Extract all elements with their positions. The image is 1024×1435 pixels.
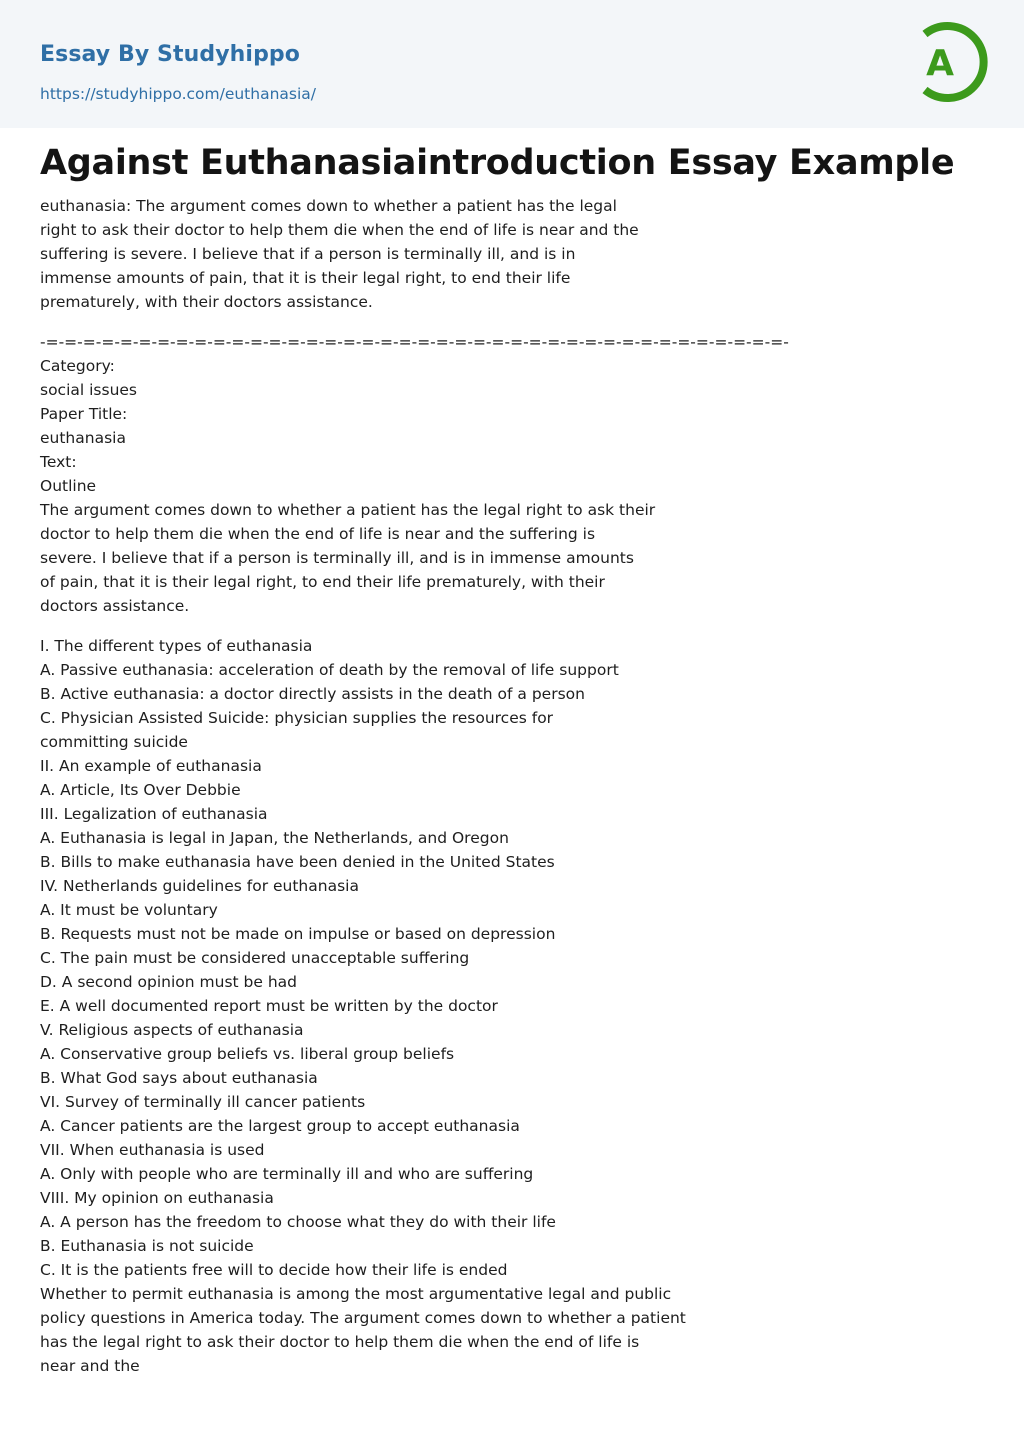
outline-item: C. Physician Assisted Suicide: physician supplies the resources for — [40, 709, 554, 727]
text-line: doctors assistance. — [40, 597, 190, 615]
outline-label: Outline — [40, 477, 97, 495]
paper-title-label: Paper Title: — [40, 405, 128, 423]
outline-item: D. A second opinion must be had — [40, 973, 297, 991]
outline-item: C. It is the patients free will to decide how their life is ended — [40, 1261, 508, 1279]
outline-item: A. Conservative group beliefs vs. liberal group beliefs — [40, 1045, 455, 1063]
outline-item: E. A well documented report must be written by the doctor — [40, 997, 498, 1015]
text-label: Text: — [40, 453, 77, 471]
text-line: near and the — [40, 1357, 140, 1375]
outline-item: I. The different types of euthanasia — [40, 637, 313, 655]
outline-item: VIII. My opinion on euthanasia — [40, 1189, 274, 1207]
text-line: of pain, that it is their legal right, to end their life prematurely, with their — [40, 573, 605, 591]
text-line: policy questions in America today. The argument comes down to whether a patient — [40, 1309, 686, 1327]
separator-line: -=-=-=-=-=-=-=-=-=-=-=-=-=-=-=-=-=-=-=-=-=-=-=-=-=-=-=-=-=-=-=-=-=-=-=-=-=-=-=-=- — [40, 333, 789, 351]
text-line: prematurely, with their doctors assistance. — [40, 293, 373, 311]
site-header — [0, 0, 1024, 128]
page-title: Against Euthanasiaintroduction Essay Example — [40, 143, 955, 183]
meta-section — [40, 330, 789, 618]
category-value: social issues — [40, 381, 138, 399]
outline-item: II. An example of euthanasia — [40, 757, 262, 775]
outline-item: A. It must be voluntary — [40, 901, 218, 919]
paragraph-gap — [40, 618, 730, 634]
outline-item: VII. When euthanasia is used — [40, 1141, 265, 1159]
logo-letter: A — [926, 43, 954, 84]
source-url-link[interactable]: https://studyhippo.com/euthanasia/ — [40, 85, 317, 103]
text-line: right to ask their doctor to help them die when the end of life is near and the — [40, 221, 639, 239]
text-line: severe. I believe that if a person is terminally ill, and is in immense amounts — [40, 549, 634, 567]
outline-item: VI. Survey of terminally ill cancer patients — [40, 1093, 366, 1111]
outline-item: A. Passive euthanasia: acceleration of death by the removal of life support — [40, 661, 619, 679]
outline-item: B. Requests must not be made on impulse or based on depression — [40, 925, 556, 943]
outline-item: A. A person has the freedom to choose what they do with their life — [40, 1213, 556, 1231]
studyhippo-logo-icon[interactable] — [912, 18, 988, 106]
outline-item: A. Euthanasia is legal in Japan, the Netherlands, and Oregon — [40, 829, 509, 847]
outline-item: C. The pain must be considered unacceptable suffering — [40, 949, 470, 967]
outline-section — [40, 634, 730, 1378]
text-line: The argument comes down to whether a patient has the legal right to ask their — [40, 501, 656, 519]
outline-item: IV. Netherlands guidelines for euthanasia — [40, 877, 359, 895]
outline-item: A. Cancer patients are the largest group to accept euthanasia — [40, 1117, 520, 1135]
outline-item: B. Euthanasia is not suicide — [40, 1237, 254, 1255]
text-line: suffering is severe. I believe that if a person is terminally ill, and is in — [40, 245, 576, 263]
outline-item: A. Article, Its Over Debbie — [40, 781, 241, 799]
text-line: doctor to help them die when the end of life is near and the suffering is — [40, 525, 596, 543]
category-label: Category: — [40, 357, 115, 375]
outline-item: A. Only with people who are terminally ill and who are suffering — [40, 1165, 534, 1183]
paper-title-value: euthanasia — [40, 429, 126, 447]
outline-item: B. Bills to make euthanasia have been denied in the United States — [40, 853, 555, 871]
brand-title[interactable]: Essay By Studyhippo — [40, 42, 300, 67]
text-line: immense amounts of pain, that it is their legal right, to end their life — [40, 269, 571, 287]
outline-item: B. Active euthanasia: a doctor directly assists in the death of a person — [40, 685, 585, 703]
intro-paragraph — [40, 194, 730, 314]
paragraph-gap — [40, 314, 730, 330]
text-line: Whether to permit euthanasia is among the most argumentative legal and public — [40, 1285, 672, 1303]
outline-item: B. What God says about euthanasia — [40, 1069, 318, 1087]
essay-body — [40, 194, 789, 1378]
outline-item: V. Religious aspects of euthanasia — [40, 1021, 304, 1039]
text-line: euthanasia: The argument comes down to whether a patient has the legal — [40, 197, 617, 215]
text-line: has the legal right to ask their doctor to help them die when the end of life is — [40, 1333, 640, 1351]
outline-item: III. Legalization of euthanasia — [40, 805, 268, 823]
outline-item: committing suicide — [40, 733, 188, 751]
